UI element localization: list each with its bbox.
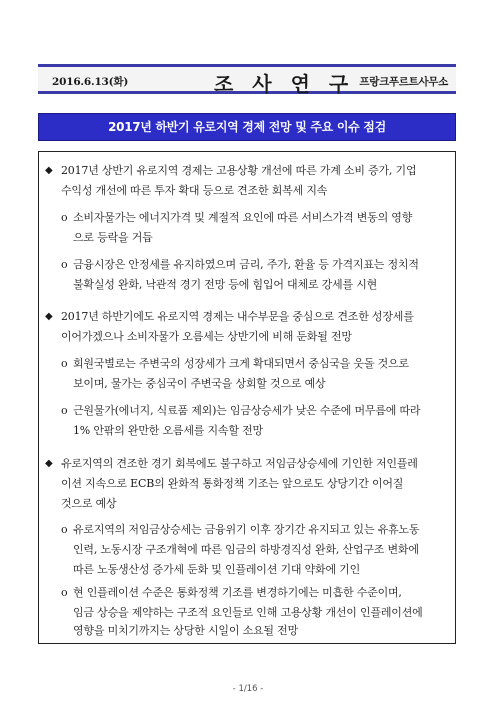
section-2-line-2: 이어가겠으나 소비자물가 오름세는 상반기에 비해 둔화될 전망	[61, 330, 352, 343]
section-3-line-1: 유로지역의 견조한 경기 회복에도 불구하고 저임금상승세에 기인한 저인플레	[61, 457, 418, 470]
section-2-item-1-line-2: 보이며, 물가는 중심국이 주변국을 상회할 것으로 예상	[73, 377, 326, 390]
content-box	[38, 151, 456, 644]
section-2-item-1-line-1: 회원국별로는 주변국의 성장세가 크게 확대되면서 중심국을 웃돌 것으로	[73, 357, 409, 370]
sub-bullet-marker: o	[61, 586, 68, 599]
section-2-item-2-line-2: 1% 안팎의 완만한 오름세를 지속할 전망	[73, 424, 263, 437]
report-title: 2017년 하반기 유로지역 경제 전망 및 주요 이슈 점검	[38, 113, 456, 141]
sub-bullet-marker: o	[61, 404, 68, 417]
section-2-item-2-line-1: 근원물가(에너지, 식료품 제외)는 임금상승세가 낮은 수준에 머무름에 따라	[73, 404, 421, 417]
section-2-line-1: 2017년 하반기에도 유로지역 경제는 내수부문을 중심으로 견조한 성장세를	[61, 310, 414, 323]
sub-bullet-marker: o	[61, 211, 68, 224]
section-1-line-1: 2017년 상반기 유로지역 경제는 고용상황 개선에 따른 가계 소비 증가, 기업	[61, 164, 417, 177]
section-1-item-2-line-1: 금융시장은 안정세를 유지하였으며 금리, 주가, 환율 등 가격지표는 정치적	[73, 258, 419, 271]
sub-bullet-marker: o	[61, 523, 68, 536]
sub-bullet-marker: o	[61, 258, 68, 271]
section-3-item-2-line-1: 현 인플레이션 수준은 통화정책 기조를 변경하기에는 미흡한 수준이며,	[73, 586, 402, 599]
section-3-item-2-line-3: 영향을 미치기까지는 상당한 시일이 소요될 전망	[73, 624, 299, 637]
office-name: 프랑크푸르트사무소	[359, 76, 448, 88]
section-3-line-2: 이션 지속으로 ECB의 완화적 통화정책 기조는 앞으로도 상당기간 이어질	[61, 477, 404, 490]
section-3-item-2-line-2: 임금 상승을 제약하는 구조적 요인들로 인해 고용상황 개선이 인플레이션에	[73, 606, 423, 619]
section-3-item-1-line-2: 인력, 노동시장 구조개혁에 따른 임금의 하방경직성 완화, 산업구조 변화에	[73, 543, 419, 556]
section-1-item-1-line-2: 으로 등락을 거듭	[73, 231, 153, 244]
page-number: - 1/16 -	[232, 684, 264, 694]
section-1-line-2: 수익성 개선에 따른 투자 확대 등으로 견조한 회복세 지속	[61, 184, 328, 197]
diamond-bullet-icon: ◆	[45, 165, 53, 176]
sub-bullet-marker: o	[61, 357, 68, 370]
report-header	[38, 64, 456, 94]
diamond-bullet-icon: ◆	[45, 458, 53, 469]
diamond-bullet-icon: ◆	[45, 311, 53, 322]
report-date: 2016.6.13(화)	[52, 76, 129, 88]
section-3-item-1-line-3: 따른 노동생산성 증가세 둔화 및 인플레이션 기대 약화에 기인	[73, 563, 361, 576]
section-1-item-1-line-1: 소비자물가는 에너지가격 및 계절적 요인에 따른 서비스가격 변동의 영향	[73, 211, 413, 224]
section-1-item-2-line-2: 불확실성 완화, 낙관적 경기 전망 등에 힘입어 대체로 강세를 시현	[73, 278, 378, 291]
section-3-item-1-line-1: 유로지역의 저임금상승세는 금융위기 이후 장기간 유지되고 있는 유휴노동	[73, 523, 420, 536]
report-category-title: 조 사 연 구	[214, 72, 355, 96]
section-3-line-3: 것으로 예상	[61, 497, 117, 510]
